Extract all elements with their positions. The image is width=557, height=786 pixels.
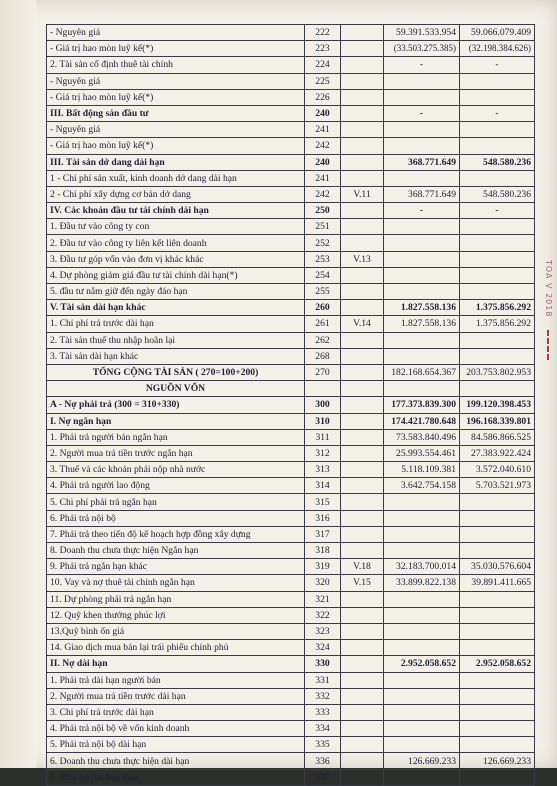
row-current-value xyxy=(384,235,460,251)
table-row xyxy=(47,251,535,267)
row-label: 4. Phải trả nội bộ về vốn kinh doanh xyxy=(47,721,305,737)
row-note xyxy=(341,154,384,170)
row-label: 9. Phải trả ngắn hạn khác xyxy=(47,559,305,575)
row-previous-value xyxy=(460,348,535,364)
row-previous-value xyxy=(460,737,535,753)
row-label: 2. Tài sản cố định thuê tài chính xyxy=(47,57,305,73)
table-row xyxy=(47,267,535,283)
row-note xyxy=(341,721,384,737)
row-note xyxy=(341,737,384,753)
table-row xyxy=(47,721,535,737)
row-current-value xyxy=(384,138,460,154)
row-label: 12. Quỹ khen thưởng phúc lợi xyxy=(47,607,305,623)
row-note xyxy=(341,753,384,769)
row-current-value: 126.669.233 xyxy=(384,753,460,769)
row-previous-value: 3.572.040.610 xyxy=(460,462,535,478)
row-current-value xyxy=(384,688,460,704)
row-code: 300 xyxy=(305,397,341,413)
row-previous-value: - xyxy=(460,203,535,219)
row-previous-value xyxy=(460,89,535,105)
row-code: 254 xyxy=(305,267,341,283)
row-note: V.18 xyxy=(341,559,384,575)
row-current-value: 174.421.780.648 xyxy=(384,413,460,429)
table-row xyxy=(47,397,535,413)
row-previous-value: 126.669.233 xyxy=(460,753,535,769)
row-label: 1. Chi phí trả trước dài hạn xyxy=(47,316,305,332)
row-previous-value xyxy=(460,267,535,283)
row-note xyxy=(341,203,384,219)
row-code: 223 xyxy=(305,41,341,57)
row-note xyxy=(341,462,384,478)
row-current-value xyxy=(384,122,460,138)
row-current-value xyxy=(384,737,460,753)
table-row xyxy=(47,122,535,138)
row-note xyxy=(341,413,384,429)
row-previous-value xyxy=(460,607,535,623)
row-current-value: (33.503.275.385) xyxy=(384,41,460,57)
row-current-value: 3.642.754.158 xyxy=(384,478,460,494)
row-previous-value: - xyxy=(460,105,535,121)
row-note xyxy=(341,284,384,300)
table-row xyxy=(47,575,535,591)
row-label: - Nguyên giá xyxy=(47,25,305,41)
row-note xyxy=(341,170,384,186)
row-current-value xyxy=(384,607,460,623)
row-code: 242 xyxy=(305,186,341,202)
row-previous-value xyxy=(460,251,535,267)
row-current-value xyxy=(384,251,460,267)
row-code: 270 xyxy=(305,364,341,380)
row-note xyxy=(341,543,384,559)
table-row xyxy=(47,348,535,364)
row-label: 5. Phải trả nội bộ dài hạn xyxy=(47,737,305,753)
row-note xyxy=(341,769,384,785)
table-row xyxy=(47,753,535,769)
row-code: 310 xyxy=(305,413,341,429)
table-row xyxy=(47,381,535,397)
row-label: - Giá trị hao mòn luỹ kế(*) xyxy=(47,41,305,57)
table-row xyxy=(47,672,535,688)
table-row xyxy=(47,364,535,380)
row-note xyxy=(341,122,384,138)
row-current-value: 2.952.058.652 xyxy=(384,656,460,672)
row-label: 6. Doanh thu chưa thực hiện dài hạn xyxy=(47,753,305,769)
row-previous-value: 35.030.576.604 xyxy=(460,559,535,575)
row-note: V.13 xyxy=(341,251,384,267)
row-note xyxy=(341,267,384,283)
row-previous-value: 196.168.339.801 xyxy=(460,413,535,429)
row-note xyxy=(341,672,384,688)
row-current-value xyxy=(384,769,460,785)
row-previous-value xyxy=(460,640,535,656)
row-label: IV. Các khoản đầu tư tài chính dài hạn xyxy=(47,203,305,219)
row-previous-value: (32.198.384.626) xyxy=(460,41,535,57)
row-previous-value xyxy=(460,332,535,348)
row-label: 3. Chi phí trả trước dài hạn xyxy=(47,704,305,720)
row-code: 251 xyxy=(305,219,341,235)
table-row xyxy=(47,138,535,154)
row-current-value: 182.168.654.367 xyxy=(384,364,460,380)
row-code: 319 xyxy=(305,559,341,575)
row-previous-value: 27.383.922.424 xyxy=(460,445,535,461)
row-label: 6. Phải trả nội bộ xyxy=(47,510,305,526)
row-note xyxy=(341,219,384,235)
table-row xyxy=(47,543,535,559)
row-current-value: 5.118.109.381 xyxy=(384,462,460,478)
row-current-value xyxy=(384,591,460,607)
table-row xyxy=(47,607,535,623)
table-row xyxy=(47,494,535,510)
row-current-value: 177.373.839.300 xyxy=(384,397,460,413)
row-code: 316 xyxy=(305,510,341,526)
row-current-value xyxy=(384,672,460,688)
row-previous-value: 59.066.079.409 xyxy=(460,25,535,41)
row-label: 3. Đầu tư góp vốn vào đơn vị khác khác xyxy=(47,251,305,267)
row-note xyxy=(341,138,384,154)
row-code xyxy=(305,381,341,397)
table-row xyxy=(47,332,535,348)
balance-sheet-body xyxy=(47,25,535,786)
row-label: 2. Người mua trả tiền trước ngắn hạn xyxy=(47,445,305,461)
row-previous-value: 39.891.411.665 xyxy=(460,575,535,591)
row-previous-value xyxy=(460,721,535,737)
table-row xyxy=(47,235,535,251)
row-previous-value xyxy=(460,526,535,542)
table-row xyxy=(47,89,535,105)
row-label: 2 - Chi phí xây dựng cơ bản dở dang xyxy=(47,186,305,202)
row-note xyxy=(341,73,384,89)
row-label: II. Nợ dài hạn xyxy=(47,656,305,672)
table-row xyxy=(47,41,535,57)
row-previous-value xyxy=(460,138,535,154)
row-code: 241 xyxy=(305,170,341,186)
row-previous-value xyxy=(460,510,535,526)
table-row xyxy=(47,73,535,89)
row-previous-value xyxy=(460,170,535,186)
row-code: 314 xyxy=(305,478,341,494)
row-note xyxy=(341,623,384,639)
table-row xyxy=(47,737,535,753)
row-note xyxy=(341,397,384,413)
row-previous-value xyxy=(460,688,535,704)
row-previous-value xyxy=(460,381,535,397)
row-note xyxy=(341,429,384,445)
row-label: - Nguyên giá xyxy=(47,122,305,138)
row-code: 226 xyxy=(305,89,341,105)
row-previous-value xyxy=(460,543,535,559)
row-label: 4. Phải trả người lao động xyxy=(47,478,305,494)
row-label: 8. Doanh thu chưa thực hiện Ngắn hạn xyxy=(47,543,305,559)
row-current-value xyxy=(384,623,460,639)
row-label: 2. Tài sản thuế thu nhập hoãn lại xyxy=(47,332,305,348)
row-current-value: 368.771.649 xyxy=(384,186,460,202)
balance-sheet-table xyxy=(46,24,535,786)
row-code: 320 xyxy=(305,575,341,591)
row-code: 321 xyxy=(305,591,341,607)
row-code: 241 xyxy=(305,122,341,138)
row-current-value xyxy=(384,510,460,526)
row-previous-value: 5.703.521.973 xyxy=(460,478,535,494)
table-row xyxy=(47,688,535,704)
table-row xyxy=(47,57,535,73)
row-current-value: 33.899.822.138 xyxy=(384,575,460,591)
row-note xyxy=(341,526,384,542)
row-label: 14. Giao dịch mua bán lại trái phiếu chính phủ xyxy=(47,640,305,656)
row-note: V.14 xyxy=(341,316,384,332)
row-label: - Giá trị hao mòn luỹ kế(*) xyxy=(47,89,305,105)
row-note xyxy=(341,381,384,397)
row-previous-value: 1.375.856.292 xyxy=(460,316,535,332)
row-current-value xyxy=(384,494,460,510)
row-current-value xyxy=(384,170,460,186)
row-current-value: 73.583.840.496 xyxy=(384,429,460,445)
table-row xyxy=(47,316,535,332)
table-row xyxy=(47,704,535,720)
row-code: 332 xyxy=(305,688,341,704)
row-current-value xyxy=(384,721,460,737)
row-previous-value: 199.120.398.453 xyxy=(460,397,535,413)
table-row xyxy=(47,105,535,121)
row-current-value xyxy=(384,704,460,720)
row-label: 5. đầu tư nắm giữ đến ngày đáo hạn xyxy=(47,284,305,300)
table-row xyxy=(47,186,535,202)
table-row xyxy=(47,219,535,235)
row-current-value xyxy=(384,332,460,348)
row-previous-value: 2.952.058.652 xyxy=(460,656,535,672)
row-current-value: 368.771.649 xyxy=(384,154,460,170)
row-previous-value: 203.753.802.953 xyxy=(460,364,535,380)
row-code: 225 xyxy=(305,73,341,89)
row-label: 7. Phải trả theo tiến độ kế hoạch hợp đồng xây dựng xyxy=(47,526,305,542)
row-code: 222 xyxy=(305,25,341,41)
row-previous-value xyxy=(460,284,535,300)
table-row xyxy=(47,769,535,785)
row-current-value xyxy=(384,381,460,397)
handwritten-side-note: TOA V 2018 xyxy=(544,260,553,318)
row-code: 322 xyxy=(305,607,341,623)
table-row xyxy=(47,445,535,461)
row-label: 2. Đầu tư vào công ty liên kết liên doanh xyxy=(47,235,305,251)
table-row xyxy=(47,429,535,445)
row-previous-value xyxy=(460,591,535,607)
row-label: 4. Dự phòng giảm giá đầu tư tài chính dài hạn(*) xyxy=(47,267,305,283)
row-note xyxy=(341,105,384,121)
row-code: 318 xyxy=(305,543,341,559)
row-previous-value: 548.580.236 xyxy=(460,154,535,170)
row-note xyxy=(341,348,384,364)
row-code: 313 xyxy=(305,462,341,478)
row-code: 224 xyxy=(305,57,341,73)
row-label: 1. Đầu tư vào công ty con xyxy=(47,219,305,235)
row-note xyxy=(341,445,384,461)
row-current-value xyxy=(384,89,460,105)
table-row xyxy=(47,559,535,575)
row-code: 242 xyxy=(305,138,341,154)
row-code: 311 xyxy=(305,429,341,445)
row-note xyxy=(341,640,384,656)
row-label: NGUỒN VỐN xyxy=(47,381,305,397)
row-current-value xyxy=(384,73,460,89)
row-code: 268 xyxy=(305,348,341,364)
row-note xyxy=(341,300,384,316)
table-row xyxy=(47,300,535,316)
row-previous-value xyxy=(460,235,535,251)
row-code: 261 xyxy=(305,316,341,332)
row-label: - Giá trị hao mòn luỹ kế(*) xyxy=(47,138,305,154)
row-current-value: 32.183.700.014 xyxy=(384,559,460,575)
row-previous-value: - xyxy=(460,57,535,73)
row-note xyxy=(341,235,384,251)
row-current-value: - xyxy=(384,105,460,121)
row-label: 13.Quỹ bình ổn giá xyxy=(47,623,305,639)
table-row xyxy=(47,526,535,542)
row-code: 260 xyxy=(305,300,341,316)
table-row xyxy=(47,640,535,656)
row-code: 253 xyxy=(305,251,341,267)
row-current-value: 25.993.554.461 xyxy=(384,445,460,461)
row-current-value: 59.391.533.954 xyxy=(384,25,460,41)
row-code: 262 xyxy=(305,332,341,348)
table-row xyxy=(47,284,535,300)
row-note xyxy=(341,656,384,672)
row-label: 1 - Chi phí sản xuất, kinh doanh dở dang dài hạn xyxy=(47,170,305,186)
table-row xyxy=(47,154,535,170)
row-note xyxy=(341,41,384,57)
row-previous-value xyxy=(460,122,535,138)
row-note xyxy=(341,57,384,73)
row-note xyxy=(341,688,384,704)
row-note: V.15 xyxy=(341,575,384,591)
row-label: 2. Người mua trả tiền trước dài hạn xyxy=(47,688,305,704)
row-code: 337 xyxy=(305,769,341,785)
table-row xyxy=(47,656,535,672)
row-note xyxy=(341,364,384,380)
row-note xyxy=(341,478,384,494)
row-code: 312 xyxy=(305,445,341,461)
table-row xyxy=(47,510,535,526)
row-note: V.11 xyxy=(341,186,384,202)
row-label: III. Tài sản dở dang dài hạn xyxy=(47,154,305,170)
row-label: 5. Chi phí phải trả ngắn hạn xyxy=(47,494,305,510)
row-current-value: 1.827.558.136 xyxy=(384,316,460,332)
row-current-value xyxy=(384,543,460,559)
row-note xyxy=(341,89,384,105)
row-code: 334 xyxy=(305,721,341,737)
row-previous-value xyxy=(460,73,535,89)
row-code: 240 xyxy=(305,105,341,121)
row-note xyxy=(341,591,384,607)
table-row xyxy=(47,25,535,41)
row-label: - Nguyên giá xyxy=(47,73,305,89)
row-code: 333 xyxy=(305,704,341,720)
row-current-value: - xyxy=(384,57,460,73)
row-code: 336 xyxy=(305,753,341,769)
row-label: I. Nợ ngắn hạn xyxy=(47,413,305,429)
red-pen-mark xyxy=(547,330,552,360)
row-previous-value xyxy=(460,672,535,688)
row-note xyxy=(341,607,384,623)
row-current-value xyxy=(384,284,460,300)
row-current-value xyxy=(384,640,460,656)
row-code: 255 xyxy=(305,284,341,300)
row-current-value xyxy=(384,348,460,364)
row-current-value xyxy=(384,267,460,283)
row-code: 335 xyxy=(305,737,341,753)
row-previous-value xyxy=(460,769,535,785)
table-row xyxy=(47,478,535,494)
row-code: 331 xyxy=(305,672,341,688)
row-previous-value: 84.586.866.525 xyxy=(460,429,535,445)
row-label: 3. Tài sản dài hạn khác xyxy=(47,348,305,364)
table-row xyxy=(47,623,535,639)
row-code: 317 xyxy=(305,526,341,542)
row-label: 10. Vay và nợ thuê tài chính ngắn hạn xyxy=(47,575,305,591)
row-label: 3. Thuế và các khoản phải nộp nhà nước xyxy=(47,462,305,478)
row-label: 11. Dự phòng phải trả ngắn hạn xyxy=(47,591,305,607)
row-note xyxy=(341,510,384,526)
row-current-value: - xyxy=(384,203,460,219)
row-previous-value xyxy=(460,494,535,510)
row-label: III. Bất động sản đầu tư xyxy=(47,105,305,121)
row-current-value xyxy=(384,219,460,235)
row-label: V. Tài sản dài hạn khác xyxy=(47,300,305,316)
row-previous-value xyxy=(460,704,535,720)
row-code: 323 xyxy=(305,623,341,639)
row-code: 252 xyxy=(305,235,341,251)
row-code: 324 xyxy=(305,640,341,656)
row-code: 315 xyxy=(305,494,341,510)
row-note xyxy=(341,332,384,348)
row-previous-value xyxy=(460,623,535,639)
row-label: 1. Phải trả dài hạn người bán xyxy=(47,672,305,688)
row-code: 250 xyxy=(305,203,341,219)
row-previous-value: 548.580.236 xyxy=(460,186,535,202)
table-row xyxy=(47,413,535,429)
row-current-value: 1.827.558.136 xyxy=(384,300,460,316)
row-label: TỔNG CỘNG TÀI SẢN ( 270=100+200) xyxy=(47,364,305,380)
row-note xyxy=(341,25,384,41)
row-previous-value: 1.375.856.292 xyxy=(460,300,535,316)
page-margin-shadow xyxy=(0,0,36,768)
table-row xyxy=(47,591,535,607)
row-current-value xyxy=(384,526,460,542)
row-label: A - Nợ phải trả (300 = 310+330) xyxy=(47,397,305,413)
row-note xyxy=(341,494,384,510)
table-row xyxy=(47,462,535,478)
row-note xyxy=(341,704,384,720)
row-label: 7. Phải trả dài hạn khác xyxy=(47,769,305,785)
table-row xyxy=(47,170,535,186)
table-row xyxy=(47,203,535,219)
row-code: 330 xyxy=(305,656,341,672)
row-previous-value xyxy=(460,219,535,235)
row-label: 1. Phải trả người bán ngắn hạn xyxy=(47,429,305,445)
row-code: 240 xyxy=(305,154,341,170)
